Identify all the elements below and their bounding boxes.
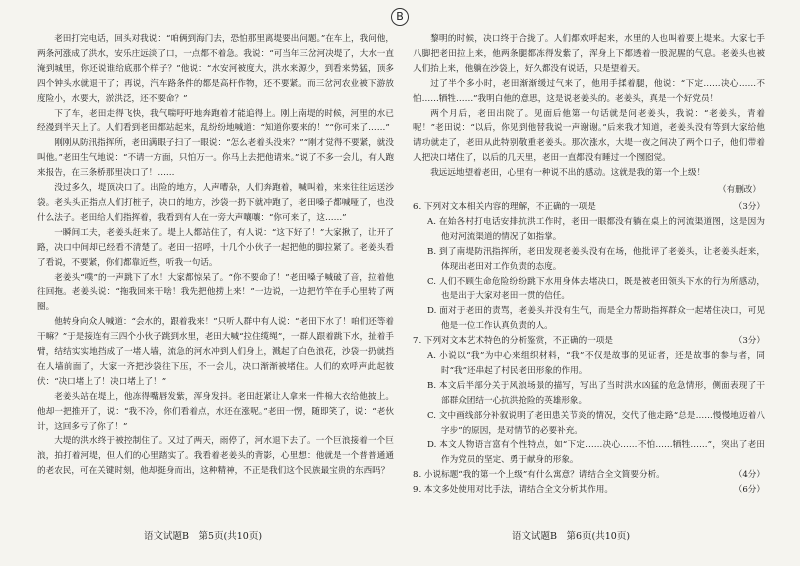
story-paragraph: 下了车，老田走得飞快，我气喘吁吁地奔跑着才能追得上。刚上南堤的时候，河里的水已经漫到半天上了。人们看到老田都站起来，乱纷纷地喊道：“知道你要来的！”“你可来了……”	[37, 108, 394, 134]
question-points: （3分）	[733, 201, 765, 212]
source-note: （有删改）	[718, 185, 761, 196]
question-text: 9. 本文多处使用对比手法，请结合全文分析其作用。	[413, 485, 613, 496]
answer-option: A. 在始各村打电话安排抗洪工作时，老田一眼都没有躺在桌上的河流渠道图，这是因为他对河流渠道的情况了如指掌。	[427, 216, 765, 242]
answer-option: A. 小说以“我”为中心来组织材料，“我”不仅是故事的见证者，还是故事的参与者，同时“我”还串起了村民老田形象的作用。	[427, 351, 765, 376]
answer-option: B. 本文后半部分关于风浪场景的描写，写出了当时洪水凶猛的危急情形，侧面表现了干部群众团结一心抗洪抢险的英雄形象。	[427, 380, 765, 406]
story-paragraph: 我远远地望着老田，心里有一种说不出的感动。这就是我的第一个上级！	[430, 168, 706, 179]
question-points: （3分）	[733, 336, 765, 347]
page-mark: B	[391, 8, 409, 26]
answer-option: C. 人们不顾生命危险纷纷跳下水用身体去堵决口，既是被老田领头下水的行为所感动，也是出于大家对老田一贯的信任。	[427, 276, 765, 302]
question-points: （4分）	[733, 470, 765, 481]
story-paragraph: 老姜头站在堤上，他冻得嘴唇发紫，浑身发抖。老田赶紧让人拿来一件棉大衣给他披上。他却一把推开了，说：“我不冷，你们看着点，水还在涨呢。”老田一愣，随即笑了，说：“老伙计，这回多亏了你了！”	[37, 391, 394, 432]
footer-left: 语文试题B 第5页(共10页)	[144, 531, 263, 542]
question-points: （6分）	[733, 485, 765, 496]
question-text: 7. 下列对文本艺术特色的分析鉴赏，不正确的一项是	[413, 336, 613, 347]
story-paragraph: 大堤的洪水终于被控制住了。又过了两天，雨停了，河水退下去了。一个巨浪接着一个巨浪，拍打着河堤，但人们的心里踏实了。我看着老姜头的背影，心里想：他就是一个普普通通的老农民，可在关键时刻，他却挺身而出，这种精神，不正是我们这个民族最宝贵的东西吗？	[37, 436, 394, 477]
question-stem	[413, 483, 765, 498]
left-column	[37, 32, 394, 479]
question-stem	[413, 468, 765, 483]
story-paragraph: 他转身向众人喊道：“会水的，跟着我来！”只听人群中有人说：“老田下水了！咱们还等着干嘛？”于是接连有三四个小伙子跳到水里，老田大喊“拉住缆绳”，一群人跟着跳下水，扯着手臂，结结实实地挡成了一堵人墙，流急的河水冲到人们身上，溅起了白色浪花，沙袋一扔就挡在人墙前面了，大家一齐把沙袋往下压，不一会儿，决口渐渐被堵住。人们的欢呼声此起彼伏：“决口堵上了！决口堵上了！”	[37, 317, 394, 387]
story-paragraph: 没过多久，堤顶决口了。出险的地方，人声嘈杂，人们奔跑着，喊叫着，来来往往运送沙袋。老头头正指点人们打桩子，决口的地方，沙袋一扔下就冲跑了，老田嗓子都喊哑了，也没什么法子。老田给人们指挥着，我看到有人在一旁大声嚷嚷：“你可来了，这……”	[37, 183, 394, 223]
question-stem	[413, 200, 765, 215]
question-text: 6. 下列对文本相关内容的理解，不正确的一项是	[413, 201, 596, 212]
answer-option: B. 到了南堤防汛指挥所，老田发现老姜头没有在场，他批评了老姜头，让老姜头赶来，体现出老田对工作负责的态度。	[427, 246, 765, 272]
answer-option: D. 本文人物语言富有个性特点，如“下定……决心……不怕……牺牲……”，突出了老田作为党员的坚定、勇于献身的形象。	[427, 440, 765, 466]
right-column	[413, 32, 765, 498]
questions	[413, 200, 765, 498]
footer-right: 语文试题B 第6页(共10页)	[512, 531, 631, 542]
question-text: 8. 小说标题“我的第一个上级”有什么寓意？请结合全文简要分析。	[413, 470, 665, 481]
answer-option: C. 文中画线部分补叙说明了老田患关节炎的情况，交代了他走路“总是……慢慢地迈着八字步”的原因，是对情节的必要补充。	[427, 410, 765, 436]
story-paragraph: 黎明的时候，决口终于合拢了。人们都欢呼起来，水里的人也叫着要上堤来。大家七手八脚把老田拉上来，他两条腿都冻得发紫了，浑身上下都透着一股泥腥的气息。老姜头也被人们抬上来，他躺在沙袋上，好久都没有说话，只是望着天。	[413, 34, 765, 74]
question-stem	[413, 334, 765, 349]
story-ending	[413, 32, 765, 181]
story-paragraph: 老姜头“噗”的一声跳下了水！大家都惊呆了。“你不要命了！”老田嗓子喊破了音，拉着他往回拖。老姜头说：“拖我回来干啥！我先把他捞上来！”一边说，一边把竹竿在手心里转了两圈。	[37, 272, 394, 313]
story-paragraph: 过了半个多小时，老田渐渐缓过气来了，他用手揉着腿，他说：“下定……决心……不怕……牺牲……”我明白他的意思，这是说老姜头的。老姜头，真是一个好党员！	[413, 78, 765, 104]
story-paragraph: 刚刚从防汛指挥所，老田满眼子扫了一眼说：“怎么老着头没来？”“刚才觉得不要紧，就没叫他。”老田生气地说：“不请一方面，只怕万一。你马上去把他请来。”说了不多一会儿，有人跑来报告，在三条桥那里决口了！……	[37, 138, 394, 179]
story-paragraph: 两个月后，老田出院了。见面后他第一句话就是问老姜头，我说：“老姜头，青着呢！”老田说：“以后，你见到他替我说一声谢谢。”后来我才知道，老姜头没有等到大家给他请功就走了，老田从此特别敬重老姜头。那次涨水，大堤一夜之间决了两个口子，他们带着人把决口堵住了，以后的几天里，老田一直都没有睡过一个囫囵觉。	[413, 108, 765, 164]
answer-option: D. 面对于老田的责骂，老姜头并没有生气，而是全力帮助指挥群众一起堵住决口，可见他是一位工作认真负责的人。	[427, 306, 765, 332]
story-paragraph: 老田打完电话，回头对我说：“咱俩到海门去，恐怕那里离堤要出问题。”在车上，我问他，两条河涨成了洪水，安乐庄远淡了口，一点都不着急。我说：“可当年三岔河决堤了，大水一直淹到城里，你还说谁给底那个样子？”他说：“水安河被度大，洪水来源少，到看来势猛，顶多四个钟头水就退干了；再说，汽车路条件的都是高杆作物，还不要紧。而三岔河农业被下游放度险小，水要大，淤洪泛，还不要命？”	[37, 34, 394, 104]
story-paragraph: 一瞬间工夫，老姜头赶来了。堤上人都站住了，有人说：“这下好了！”大家揪了，让开了路，决口中间却已经看不清楚了。老田一招呼，十几个小伙子一起把他的脚拉紧了。老姜头看了看说，不要紧，你们都靠近些，听我一句话。	[37, 227, 394, 268]
